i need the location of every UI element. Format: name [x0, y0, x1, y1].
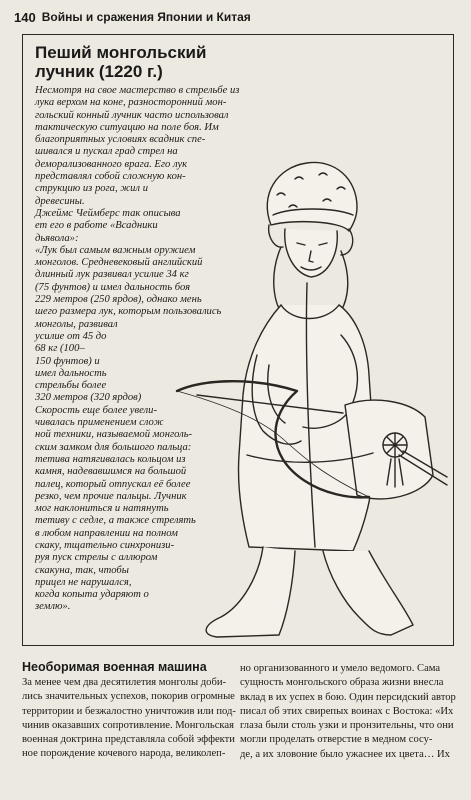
- text-line: шего размера лук, которым пользовались: [35, 306, 222, 318]
- text-line: струкцию из рога, жил и: [35, 183, 148, 195]
- section-heading: Необоримая военная машина: [22, 660, 207, 674]
- text-line: землю».: [35, 601, 71, 613]
- text-line: военная доктрина представляла собой эффекти: [22, 734, 235, 746]
- mongol-archer-illustration: [173, 155, 449, 645]
- text-line: сущность монгольского образа жизни внесла: [240, 677, 444, 689]
- text-line: глаза были столь узки и пронзительны, что они: [240, 720, 454, 732]
- text-line: гольский конный лучник часто использовал: [35, 109, 229, 121]
- text-line: прицел не нарушался,: [35, 576, 132, 588]
- running-header: [14, 10, 454, 25]
- text-line: ским замком для большого пальца:: [35, 441, 192, 453]
- text-line: тетива натягивалась кольцом из: [35, 453, 186, 465]
- text-line: в любом направлении на полном: [35, 527, 178, 539]
- text-line: длинный лук развивал усилие 34 кг: [35, 269, 189, 281]
- text-line: чинив оказавших сопротивление. Монгольская: [22, 719, 234, 731]
- text-line: скаку, тщательно синхронизи-: [35, 539, 175, 551]
- text-line: 320 метров (320 ярдов): [35, 392, 142, 404]
- text-line: но организованного и умело ведомого. Сама: [240, 663, 441, 674]
- page-number: 140: [14, 10, 36, 25]
- text-line: вклад в их успех в бою. Один персидский автор: [240, 691, 456, 703]
- text-line: мог наклониться и натянуть: [35, 503, 169, 515]
- sidebar-box: [22, 34, 454, 646]
- text-line: благоприятных условиях всадник спе-: [35, 134, 206, 146]
- text-line: тактическую ситуацию на поле боя. Им: [35, 121, 219, 133]
- text-line: представлял собой сложную кон-: [35, 171, 186, 183]
- sidebar-title-line-1: Пеший монгольский: [35, 43, 207, 62]
- text-line: 68 кг (100–: [35, 343, 85, 355]
- text-line: камня, надевавшимся на большой: [35, 466, 187, 478]
- text-line: могли проделать отверстие в медном сосу-: [240, 734, 433, 746]
- body-column-left: [22, 676, 236, 762]
- text-line: ет его в работе «Всадники: [35, 220, 158, 232]
- body-column-right: [240, 662, 462, 762]
- text-line: монголы, развивал: [35, 318, 118, 330]
- text-line: За менее чем два десятилетия монголы доби-: [22, 677, 227, 688]
- text-line: руя пуск стрелы с аллюром: [35, 552, 158, 564]
- text-line: «Лук был самым важным оружием: [35, 244, 196, 256]
- text-line: дьявола»:: [35, 232, 79, 244]
- text-line: (75 фунтов) и имел дальность боя: [35, 281, 191, 293]
- sidebar-title: [35, 43, 285, 81]
- text-line: деморализованного врага. Его лук: [35, 158, 188, 170]
- text-line: ное порождение кочевого народа, великолеп-: [22, 748, 226, 760]
- text-line: 150 фунтов) и: [35, 355, 100, 367]
- text-line: стрельбы более: [35, 380, 107, 392]
- text-line: усилие от 45 до: [35, 330, 107, 342]
- text-line: 229 метров (250 ярдов), однако мень: [35, 294, 202, 306]
- text-line: ной техники, называемой монголь-: [35, 429, 193, 441]
- text-line: Джеймс Чеймберс так описыва: [35, 207, 181, 219]
- text-line: Несмотря на свое мастерство в стрельбе из: [35, 85, 240, 96]
- text-line: шивался и пускал град стрел на: [35, 146, 178, 158]
- text-line: писал об этих свирепых воинах с Востока: «Их: [240, 705, 454, 717]
- text-line: имел дальность: [35, 367, 107, 379]
- text-line: лись значительных успехов, покорив огромные: [22, 691, 235, 703]
- text-line: древесины.: [35, 195, 85, 207]
- text-line: резко, чем прочие пальцы. Лучник: [35, 490, 187, 502]
- text-line: де, а их зловоние было ужаснее их цвета… Их: [240, 748, 450, 760]
- text-line: чивалась применением слож: [35, 417, 164, 429]
- text-line: Скорость еще более увели-: [35, 404, 157, 416]
- text-line: скакуна, так, чтобы: [35, 564, 129, 576]
- text-line: когда копыта ударяют о: [35, 589, 149, 601]
- text-line: палец, который отпускал её более: [35, 478, 191, 490]
- text-line: территории и безжалостно уничтожив или под-: [22, 705, 236, 717]
- running-title: Войны и сражения Японии и Китая: [41, 10, 251, 24]
- sidebar-title-line-2: лучник (1220 г.): [35, 62, 163, 81]
- text-line: тетиву с седле, а также стрелять: [35, 515, 196, 527]
- text-line: монголов. Средневековый английский: [35, 257, 203, 269]
- text-line: лука верхом на коне, разносторонний мон-: [35, 97, 227, 109]
